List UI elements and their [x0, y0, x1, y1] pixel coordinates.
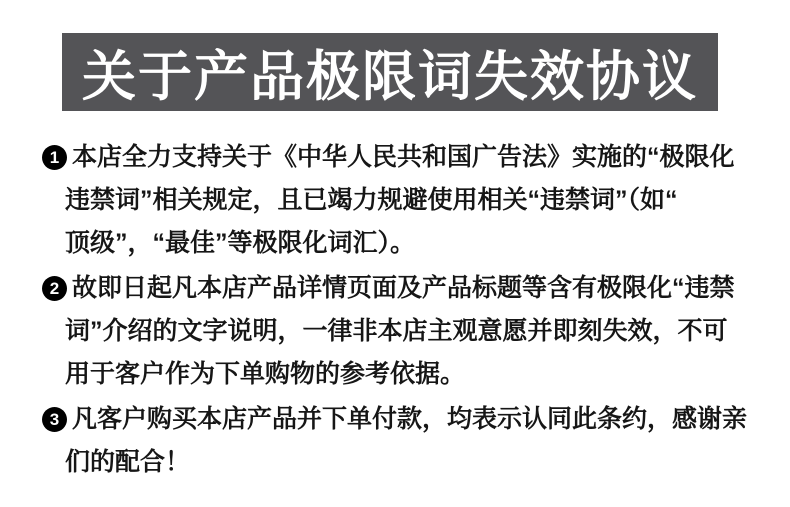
clause-1-line-3: 顶级”，“最佳”等极限化词汇）。: [65, 229, 416, 257]
clause-3-line-1: 凡客户购买本店产品并下单付款，均表示认同此条约，感谢亲: [72, 405, 748, 433]
clause-3-number-badge: [42, 407, 67, 432]
clause-1-text: [65, 136, 790, 265]
page-title: 关于产品极限词失效协议: [82, 46, 698, 107]
clause-2-number: 2: [49, 279, 60, 298]
clause-3-text: [65, 398, 790, 484]
clause-item-1: [0, 136, 790, 265]
clause-2-number-badge: [42, 276, 67, 301]
clause-1-number-badge: [42, 145, 67, 170]
title-banner: [62, 33, 718, 111]
clause-item-3: [0, 398, 790, 484]
clause-2-line-2: 词”介绍的文字说明，一律非本店主观意愿并即刻失效，不可: [65, 317, 728, 345]
clause-2-line-3: 用于客户作为下单购物的参考依据。: [65, 360, 466, 388]
clause-2-line-1: 故即日起凡本店产品详情页面及产品标题等含有极限化“违禁: [72, 274, 735, 302]
clause-1-number: 1: [49, 148, 60, 167]
clauses-list: [0, 136, 790, 484]
clause-item-2: [0, 267, 790, 396]
clause-2-text: [65, 267, 790, 396]
clause-3-number: 3: [49, 410, 60, 429]
clause-1-line-2: 违禁词”相关规定，且已竭力规避使用相关“违禁词”（如“: [65, 186, 678, 214]
clause-1-line-1: 本店全力支持关于《中华人民共和国广告法》实施的“极限化: [72, 143, 735, 171]
clause-3-line-2: 们的配合！: [65, 448, 191, 476]
disclaimer-page: [0, 33, 790, 484]
